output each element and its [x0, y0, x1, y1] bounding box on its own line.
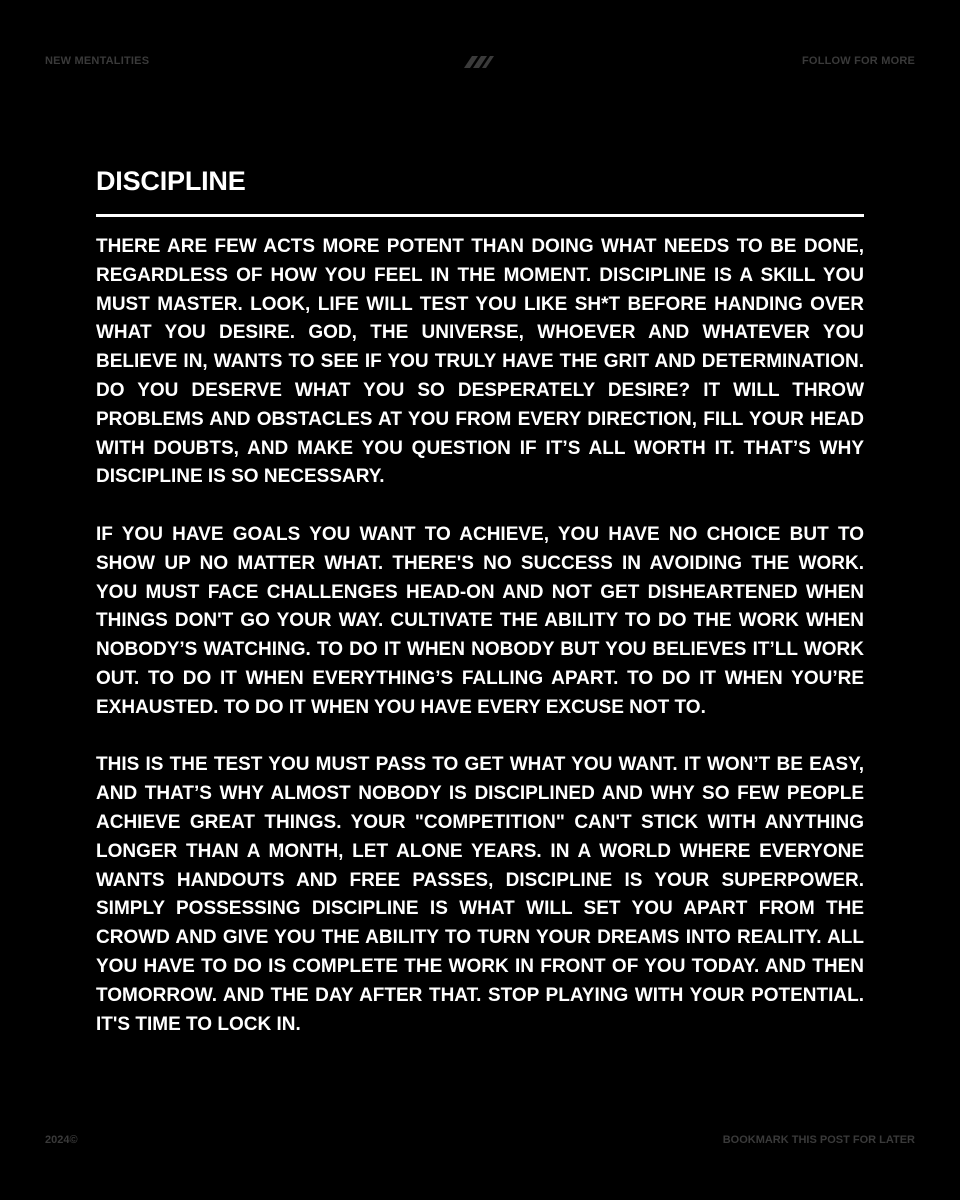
brand-logo-icon: [462, 53, 496, 69]
bookmark-cta[interactable]: BOOKMARK THIS POST FOR LATER: [722, 1134, 915, 1146]
body-paragraph: THERE ARE FEW ACTS MORE POTENT THAN DOING WHAT NEEDS TO BE DONE, REGARDLESS OF HOW YOU FEEL IN THE MOMENT. DISCIPLINE IS A SKILL YOU MUST MASTER. LOOK, LIFE WILL TEST YOU LIKE SH*T BEFORE HANDING OVER WHAT YOU DESIRE. GOD, THE UNIVERSE, WHOEVER AND WHATEVER YOU BELIEVE IN, WANTS TO SEE IF YOU TRULY HAVE THE GRIT AND DETERMINATION. DO YOU DESERVE WHAT YOU SO DESPERATELY DESIRE? IT WILL THROW PROBLEMS AND OBSTACLES AT YOU FROM EVERY DIRECTION, FILL YOUR HEAD WITH DOUBTS, AND MAKE YOU QUESTION IF IT’S ALL WORTH IT. THAT’S WHY DISCIPLINE IS SO NECESSARY.: [96, 236, 864, 488]
body-paragraph: IF YOU HAVE GOALS YOU WANT TO ACHIEVE, YOU HAVE NO CHOICE BUT TO SHOW UP NO MATTER WHAT. THERE'S NO SUCCESS IN AVOIDING THE WORK. YOU MUST FACE CHALLENGES HEAD-ON AND NOT GET DISHEARTENED WHEN THINGS DON'T GO YOUR WAY. CULTIVATE THE ABILITY TO DO THE WORK WHEN NOBODY’S WATCHING. TO DO IT WHEN NOBODY BUT YOU BELIEVES IT’LL WORK OUT. TO DO IT WHEN EVERYTHING’S FALLING APART. TO DO IT WHEN YOU’RE EXHAUSTED. TO DO IT WHEN YOU HAVE EVERY EXCUSE NOT TO.: [96, 523, 864, 718]
body-paragraph: THIS IS THE TEST YOU MUST PASS TO GET WHAT YOU WANT. IT WON’T BE EASY, AND THAT’S WHY ALMOST NOBODY IS DISCIPLINED AND WHY SO FEW PEOPLE ACHIEVE GREAT THINGS. YOUR "COMPETITION" CAN'T STICK WITH ANYTHING LONGER THAN A MONTH, LET ALONE YEARS. IN A WORLD WHERE EVERYONE WANTS HANDOUTS AND FREE PASSES, DISCIPLINE IS YOUR SUPERPOWER. SIMPLY POSSESSING DISCIPLINE IS WHAT WILL SET YOU APART FROM THE CROWD AND GIVE YOU THE ABILITY TO TURN YOUR DREAMS INTO REALITY. ALL YOU HAVE TO DO IS COMPLETE THE WORK IN FRONT OF YOU TODAY. AND THEN TOMORROW. AND THE DAY AFTER THAT. STOP PLAYING WITH YOUR POTENTIAL. IT'S TIME TO LOCK IN.: [96, 754, 864, 1035]
article-body: [96, 233, 864, 1068]
brand-name: NEW MENTALITIES: [45, 55, 150, 67]
title-divider: [96, 214, 864, 217]
article-title: DISCIPLINE: [96, 166, 246, 196]
follow-cta[interactable]: FOLLOW FOR MORE: [802, 55, 915, 67]
copyright-year: 2024©: [45, 1134, 78, 1146]
